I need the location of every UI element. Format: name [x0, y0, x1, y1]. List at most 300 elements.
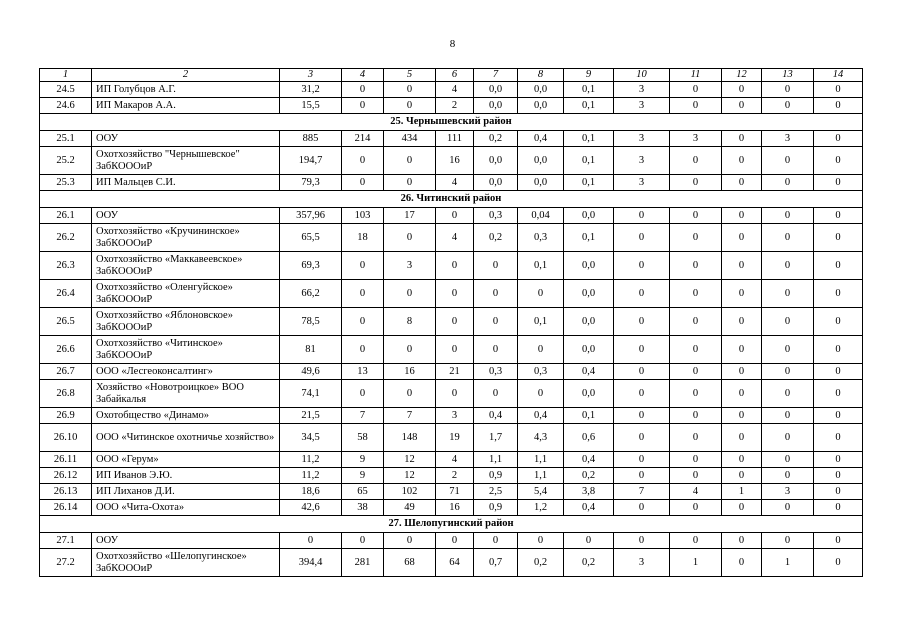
- value-cell: 0: [762, 175, 814, 191]
- value-cell: 0: [722, 252, 762, 280]
- value-cell: 49,6: [280, 364, 342, 380]
- value-cell: 69,3: [280, 252, 342, 280]
- value-cell: 0: [474, 336, 518, 364]
- value-cell: 0: [762, 408, 814, 424]
- organization-name-cell: ООО «Лесгеоконсалтинг»: [92, 364, 280, 380]
- value-cell: 111: [436, 131, 474, 147]
- value-cell: 0: [436, 336, 474, 364]
- value-cell: 9: [342, 468, 384, 484]
- organization-name-cell: ООО «Герум»: [92, 452, 280, 468]
- table-row: [40, 224, 863, 252]
- value-cell: 0: [474, 308, 518, 336]
- organization-name-cell: ИП Лиханов Д.И.: [92, 484, 280, 500]
- table-row: [40, 308, 863, 336]
- value-cell: 434: [384, 131, 436, 147]
- value-cell: 0: [384, 82, 436, 98]
- value-cell: 0: [814, 468, 863, 484]
- value-cell: 0: [342, 147, 384, 175]
- value-cell: 0,1: [564, 98, 614, 114]
- value-cell: 0: [722, 308, 762, 336]
- value-cell: 3: [670, 131, 722, 147]
- value-cell: 0: [814, 82, 863, 98]
- value-cell: 0: [436, 533, 474, 549]
- value-cell: 3,8: [564, 484, 614, 500]
- value-cell: 148: [384, 424, 436, 452]
- value-cell: 0,2: [474, 224, 518, 252]
- row-number-cell: 26.6: [40, 336, 92, 364]
- value-cell: 0: [722, 452, 762, 468]
- value-cell: 81: [280, 336, 342, 364]
- value-cell: 4,3: [518, 424, 564, 452]
- table-row: [40, 500, 863, 516]
- value-cell: 0,0: [474, 147, 518, 175]
- value-cell: 0,4: [564, 500, 614, 516]
- value-cell: 0: [384, 175, 436, 191]
- value-cell: 357,96: [280, 208, 342, 224]
- value-cell: 281: [342, 549, 384, 577]
- value-cell: 0: [342, 280, 384, 308]
- row-number-cell: 24.6: [40, 98, 92, 114]
- value-cell: 0: [722, 424, 762, 452]
- value-cell: 1: [722, 484, 762, 500]
- value-cell: 58: [342, 424, 384, 452]
- value-cell: 0,1: [564, 224, 614, 252]
- table-row: [40, 364, 863, 380]
- value-cell: 0: [762, 336, 814, 364]
- table-row: [40, 408, 863, 424]
- value-cell: 0,3: [518, 224, 564, 252]
- value-cell: 0: [814, 98, 863, 114]
- value-cell: 0: [518, 280, 564, 308]
- value-cell: 0: [814, 336, 863, 364]
- row-number-cell: 26.10: [40, 424, 92, 452]
- value-cell: 0: [670, 82, 722, 98]
- value-cell: 4: [436, 175, 474, 191]
- value-cell: 3: [614, 147, 670, 175]
- value-cell: 0: [814, 252, 863, 280]
- organization-name-cell: ООУ: [92, 131, 280, 147]
- organization-name-cell: Охотхозяйство «Кручининское» ЗабКОООиР: [92, 224, 280, 252]
- organization-name-cell: ООУ: [92, 533, 280, 549]
- value-cell: 1,1: [518, 468, 564, 484]
- value-cell: 2: [436, 468, 474, 484]
- row-number-cell: 26.12: [40, 468, 92, 484]
- district-section-row: [40, 191, 863, 208]
- organization-name-cell: Охотхозяйство "Чернышевское" ЗабКОООиР: [92, 147, 280, 175]
- value-cell: 0: [814, 280, 863, 308]
- value-cell: 0,0: [518, 82, 564, 98]
- value-cell: 0: [814, 500, 863, 516]
- value-cell: 0: [814, 131, 863, 147]
- organization-name-cell: ИП Иванов Э.Ю.: [92, 468, 280, 484]
- organization-name-cell: ИП Мальцев С.И.: [92, 175, 280, 191]
- value-cell: 8: [384, 308, 436, 336]
- column-number: 9: [564, 69, 614, 82]
- value-cell: 0,4: [518, 131, 564, 147]
- value-cell: 0,1: [564, 147, 614, 175]
- table-row: [40, 484, 863, 500]
- value-cell: 7: [384, 408, 436, 424]
- value-cell: 214: [342, 131, 384, 147]
- value-cell: 0: [342, 380, 384, 408]
- organization-name-cell: Хозяйство «Новотроицкое» ВОО Забайкалья: [92, 380, 280, 408]
- table-row: [40, 98, 863, 114]
- value-cell: 0: [614, 364, 670, 380]
- value-cell: 0,2: [564, 468, 614, 484]
- column-number: 14: [814, 69, 863, 82]
- value-cell: 68: [384, 549, 436, 577]
- column-number: 6: [436, 69, 474, 82]
- value-cell: 0,1: [564, 408, 614, 424]
- value-cell: 3: [614, 82, 670, 98]
- value-cell: 0: [670, 468, 722, 484]
- column-number: 1: [40, 69, 92, 82]
- column-number: 4: [342, 69, 384, 82]
- value-cell: 0,3: [518, 364, 564, 380]
- value-cell: 11,2: [280, 468, 342, 484]
- value-cell: 0: [762, 82, 814, 98]
- value-cell: 15,5: [280, 98, 342, 114]
- row-number-cell: 26.3: [40, 252, 92, 280]
- value-cell: 0: [614, 380, 670, 408]
- value-cell: 885: [280, 131, 342, 147]
- district-title: 26. Читинский район: [40, 191, 863, 208]
- value-cell: 12: [384, 468, 436, 484]
- value-cell: 0: [814, 224, 863, 252]
- value-cell: 0: [342, 82, 384, 98]
- district-section-row: [40, 114, 863, 131]
- column-number: 10: [614, 69, 670, 82]
- value-cell: 0: [814, 408, 863, 424]
- value-cell: 0: [342, 175, 384, 191]
- value-cell: 0,1: [564, 175, 614, 191]
- value-cell: 0: [474, 380, 518, 408]
- value-cell: 0: [814, 308, 863, 336]
- column-number: 12: [722, 69, 762, 82]
- value-cell: 13: [342, 364, 384, 380]
- value-cell: 0: [722, 549, 762, 577]
- value-cell: 0: [762, 452, 814, 468]
- value-cell: 0: [384, 98, 436, 114]
- value-cell: 7: [614, 484, 670, 500]
- table-row: [40, 336, 863, 364]
- value-cell: 0,4: [474, 408, 518, 424]
- value-cell: 7: [342, 408, 384, 424]
- value-cell: 1,1: [474, 452, 518, 468]
- value-cell: 0: [670, 175, 722, 191]
- value-cell: 66,2: [280, 280, 342, 308]
- value-cell: 0: [722, 280, 762, 308]
- value-cell: 0: [436, 380, 474, 408]
- value-cell: 71: [436, 484, 474, 500]
- value-cell: 0: [762, 380, 814, 408]
- value-cell: 0: [384, 380, 436, 408]
- district-title: 25. Чернышевский район: [40, 114, 863, 131]
- value-cell: 0: [762, 280, 814, 308]
- value-cell: 3: [614, 175, 670, 191]
- value-cell: 0: [670, 147, 722, 175]
- value-cell: 0: [670, 280, 722, 308]
- value-cell: 12: [384, 452, 436, 468]
- value-cell: 78,5: [280, 308, 342, 336]
- value-cell: 0: [518, 380, 564, 408]
- value-cell: 0: [670, 208, 722, 224]
- value-cell: 0: [670, 364, 722, 380]
- district-section-row: [40, 516, 863, 533]
- value-cell: 0,3: [474, 208, 518, 224]
- value-cell: 1,2: [518, 500, 564, 516]
- value-cell: 0: [722, 175, 762, 191]
- organization-name-cell: Охотхозяйство «Читинское» ЗабКОООиР: [92, 336, 280, 364]
- column-number: 5: [384, 69, 436, 82]
- table-row: [40, 424, 863, 452]
- value-cell: 11,2: [280, 452, 342, 468]
- value-cell: 0,0: [564, 208, 614, 224]
- row-number-cell: 26.4: [40, 280, 92, 308]
- column-number: 7: [474, 69, 518, 82]
- row-number-cell: 26.1: [40, 208, 92, 224]
- value-cell: 0,4: [518, 408, 564, 424]
- value-cell: 3: [762, 131, 814, 147]
- value-cell: 0: [722, 533, 762, 549]
- value-cell: 4: [436, 224, 474, 252]
- value-cell: 0,2: [474, 131, 518, 147]
- value-cell: 0,0: [564, 308, 614, 336]
- value-cell: 0: [762, 364, 814, 380]
- page-number: 8: [449, 38, 456, 50]
- table-row: [40, 468, 863, 484]
- value-cell: 0: [722, 131, 762, 147]
- value-cell: 0: [722, 224, 762, 252]
- column-number: 8: [518, 69, 564, 82]
- value-cell: 0: [762, 533, 814, 549]
- organization-name-cell: ООУ: [92, 208, 280, 224]
- row-number-cell: 24.5: [40, 82, 92, 98]
- table-row: [40, 280, 863, 308]
- value-cell: 9: [342, 452, 384, 468]
- value-cell: 0: [474, 280, 518, 308]
- value-cell: 34,5: [280, 424, 342, 452]
- organization-name-cell: ООО «Чита-Охота»: [92, 500, 280, 516]
- value-cell: 16: [436, 147, 474, 175]
- value-cell: 0: [342, 252, 384, 280]
- organization-name-cell: Охотхозяйство «Яблоновское» ЗабКОООиР: [92, 308, 280, 336]
- value-cell: 0: [762, 252, 814, 280]
- value-cell: 0: [722, 408, 762, 424]
- value-cell: 19: [436, 424, 474, 452]
- value-cell: 3: [436, 408, 474, 424]
- value-cell: 0: [814, 549, 863, 577]
- value-cell: 0: [614, 280, 670, 308]
- value-cell: 0: [670, 452, 722, 468]
- value-cell: 0: [670, 252, 722, 280]
- value-cell: 0: [814, 484, 863, 500]
- organization-name-cell: Охотобщество «Динамо»: [92, 408, 280, 424]
- value-cell: 0: [280, 533, 342, 549]
- value-cell: 3: [762, 484, 814, 500]
- value-cell: 0: [342, 308, 384, 336]
- hunting-data-table: [39, 68, 863, 577]
- value-cell: 74,1: [280, 380, 342, 408]
- value-cell: 0: [670, 380, 722, 408]
- organization-name-cell: ИП Макаров А.А.: [92, 98, 280, 114]
- value-cell: 0,9: [474, 500, 518, 516]
- value-cell: 0: [670, 308, 722, 336]
- row-number-cell: 26.14: [40, 500, 92, 516]
- value-cell: 0: [614, 208, 670, 224]
- value-cell: 0,0: [474, 175, 518, 191]
- value-cell: 0: [762, 424, 814, 452]
- value-cell: 42,6: [280, 500, 342, 516]
- row-number-cell: 26.7: [40, 364, 92, 380]
- value-cell: 0: [722, 500, 762, 516]
- value-cell: 0: [722, 82, 762, 98]
- value-cell: 0: [814, 380, 863, 408]
- value-cell: 0,0: [474, 82, 518, 98]
- value-cell: 0: [722, 468, 762, 484]
- value-cell: 4: [436, 82, 474, 98]
- value-cell: 3: [384, 252, 436, 280]
- table-row: [40, 82, 863, 98]
- value-cell: 0: [436, 208, 474, 224]
- table-row: [40, 452, 863, 468]
- row-number-cell: 26.11: [40, 452, 92, 468]
- value-cell: 0: [722, 336, 762, 364]
- value-cell: 0,4: [564, 364, 614, 380]
- value-cell: 18,6: [280, 484, 342, 500]
- value-cell: 65,5: [280, 224, 342, 252]
- row-number-cell: 26.9: [40, 408, 92, 424]
- value-cell: 0: [762, 98, 814, 114]
- value-cell: 1: [762, 549, 814, 577]
- value-cell: 0: [614, 533, 670, 549]
- value-cell: 0: [814, 208, 863, 224]
- value-cell: 0: [670, 424, 722, 452]
- row-number-cell: 25.3: [40, 175, 92, 191]
- value-cell: 0: [670, 500, 722, 516]
- value-cell: 0: [614, 308, 670, 336]
- column-number: 2: [92, 69, 280, 82]
- row-number-cell: 26.8: [40, 380, 92, 408]
- table-row: [40, 147, 863, 175]
- row-number-cell: 26.13: [40, 484, 92, 500]
- value-cell: 0: [814, 424, 863, 452]
- value-cell: 0: [518, 336, 564, 364]
- value-cell: 0: [384, 280, 436, 308]
- value-cell: 2,5: [474, 484, 518, 500]
- value-cell: 0: [814, 364, 863, 380]
- value-cell: 0: [474, 533, 518, 549]
- value-cell: 0: [342, 533, 384, 549]
- row-number-cell: 25.1: [40, 131, 92, 147]
- value-cell: 0: [614, 224, 670, 252]
- organization-name-cell: ООО «Читинское охотничье хозяйство»: [92, 424, 280, 452]
- value-cell: 16: [436, 500, 474, 516]
- value-cell: 0,1: [564, 82, 614, 98]
- value-cell: 0,0: [518, 147, 564, 175]
- value-cell: 1: [670, 549, 722, 577]
- value-cell: 0: [814, 147, 863, 175]
- value-cell: 0: [762, 208, 814, 224]
- value-cell: 0: [342, 336, 384, 364]
- value-cell: 1,1: [518, 452, 564, 468]
- row-number-cell: 26.2: [40, 224, 92, 252]
- value-cell: 16: [384, 364, 436, 380]
- value-cell: 0: [384, 224, 436, 252]
- value-cell: 0,1: [518, 252, 564, 280]
- organization-name-cell: Охотхозяйство «Оленгуйское» ЗабКОООиР: [92, 280, 280, 308]
- organization-name-cell: Охотхозяйство «Маккавеевское» ЗабКОООиР: [92, 252, 280, 280]
- table-row: [40, 380, 863, 408]
- district-title: 27. Шелопугинский район: [40, 516, 863, 533]
- value-cell: 0,2: [564, 549, 614, 577]
- value-cell: 0: [670, 336, 722, 364]
- row-number-cell: 25.2: [40, 147, 92, 175]
- value-cell: 0,0: [518, 98, 564, 114]
- table-row: [40, 131, 863, 147]
- value-cell: 0: [762, 500, 814, 516]
- value-cell: 0,0: [564, 252, 614, 280]
- value-cell: 0: [722, 98, 762, 114]
- value-cell: 0: [518, 533, 564, 549]
- table-row: [40, 549, 863, 577]
- value-cell: 0: [384, 336, 436, 364]
- value-cell: 0,0: [564, 336, 614, 364]
- column-number: 13: [762, 69, 814, 82]
- value-cell: 0,0: [564, 380, 614, 408]
- value-cell: 0,9: [474, 468, 518, 484]
- value-cell: 0,2: [518, 549, 564, 577]
- value-cell: 0: [814, 175, 863, 191]
- value-cell: 0: [722, 380, 762, 408]
- row-number-cell: 27.2: [40, 549, 92, 577]
- organization-name-cell: Охотхозяйство «Шелопугинское» ЗабКОООиР: [92, 549, 280, 577]
- value-cell: 79,3: [280, 175, 342, 191]
- value-cell: 0: [342, 98, 384, 114]
- value-cell: 0,1: [518, 308, 564, 336]
- value-cell: 0: [564, 533, 614, 549]
- value-cell: 18: [342, 224, 384, 252]
- table-row: [40, 175, 863, 191]
- value-cell: 31,2: [280, 82, 342, 98]
- value-cell: 65: [342, 484, 384, 500]
- value-cell: 0: [670, 224, 722, 252]
- value-cell: 0: [762, 147, 814, 175]
- value-cell: 0: [614, 452, 670, 468]
- value-cell: 0,4: [564, 452, 614, 468]
- value-cell: 0,6: [564, 424, 614, 452]
- value-cell: 0: [436, 308, 474, 336]
- value-cell: 0: [384, 147, 436, 175]
- value-cell: 21,5: [280, 408, 342, 424]
- value-cell: 5,4: [518, 484, 564, 500]
- column-number-row: [40, 69, 863, 82]
- value-cell: 21: [436, 364, 474, 380]
- value-cell: 0: [614, 252, 670, 280]
- value-cell: 0,1: [564, 131, 614, 147]
- value-cell: 0,7: [474, 549, 518, 577]
- value-cell: 4: [670, 484, 722, 500]
- column-number: 11: [670, 69, 722, 82]
- value-cell: 103: [342, 208, 384, 224]
- value-cell: 1,7: [474, 424, 518, 452]
- value-cell: 0: [436, 280, 474, 308]
- value-cell: 0: [722, 364, 762, 380]
- value-cell: 3: [614, 549, 670, 577]
- value-cell: 0,0: [564, 280, 614, 308]
- table-row: [40, 252, 863, 280]
- value-cell: 0: [614, 500, 670, 516]
